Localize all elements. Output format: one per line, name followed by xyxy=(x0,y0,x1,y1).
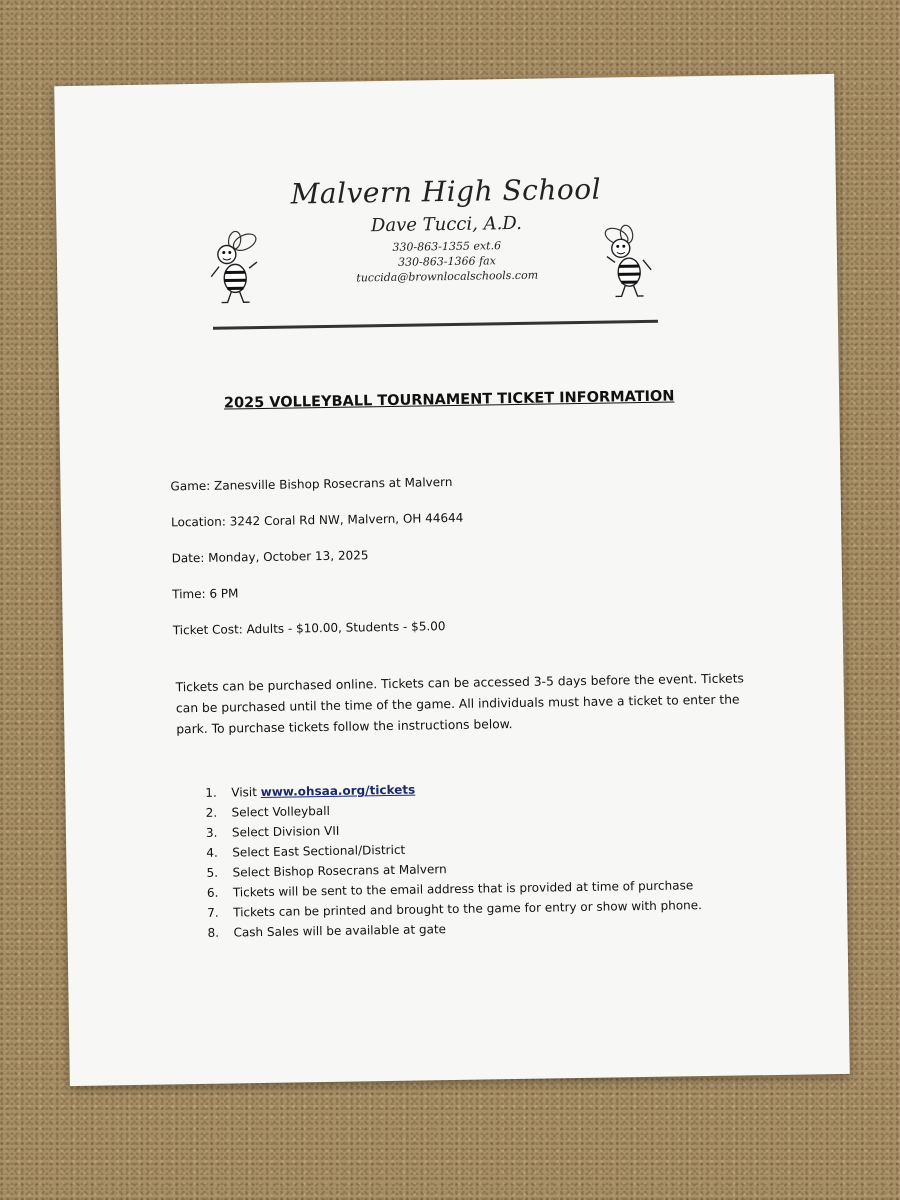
step-number: 6. xyxy=(206,885,219,900)
step-text: Select Division VII xyxy=(231,823,340,840)
letterhead xyxy=(56,169,838,290)
paragraph-line: can be purchased until the time of the game. All individuals must have a ticket to enter the xyxy=(175,692,740,716)
flyer-paper xyxy=(54,74,850,1086)
time-line: Time: 6 PM xyxy=(172,586,239,602)
game-line: Game: Zanesville Bishop Rosecrans at Malvern xyxy=(170,474,453,494)
purchase-paragraph xyxy=(175,668,766,740)
step-text: Cash Sales will be available at gate xyxy=(233,922,447,940)
date-line: Date: Monday, October 13, 2025 xyxy=(171,548,369,566)
step-text: Tickets will be sent to the email address that is provided at time of purchase xyxy=(232,878,694,900)
instruction-list xyxy=(205,778,702,946)
step-text: Select East Sectional/District xyxy=(232,842,406,860)
page-title: 2025 VOLLEYBALL TOURNAMENT TICKET INFORMATION xyxy=(223,388,675,412)
step-text: Tickets can be printed and brought to the game for entry or show with phone. xyxy=(233,898,703,920)
fax-number: 330-863-1366 fax xyxy=(398,254,496,269)
step-text: Select Volleyball xyxy=(231,803,330,820)
location-line: Location: 3242 Coral Rd NW, Malvern, OH 44644 xyxy=(170,510,464,530)
athletic-director: Dave Tucci, A.D. xyxy=(370,212,523,237)
school-name: Malvern High School xyxy=(290,172,602,211)
paragraph-line: Tickets can be purchased online. Tickets can be accessed 3-5 days before the event. Tickets xyxy=(175,671,744,695)
paragraph-line: park. To purchase tickets follow the instructions below. xyxy=(176,717,513,737)
step-text: Select Bishop Rosecrans at Malvern xyxy=(232,862,447,880)
ohsaa-tickets-link[interactable]: www.ohsaa.org/tickets xyxy=(260,782,416,800)
step-number: 1. xyxy=(205,785,217,800)
step-number: 7. xyxy=(207,905,219,920)
step-number: 8. xyxy=(207,925,220,940)
event-info xyxy=(170,475,465,660)
phone-number: 330-863-1355 ext.6 xyxy=(392,239,502,254)
step-number: 3. xyxy=(205,825,218,840)
email-address: tuccida@brownlocalschools.com xyxy=(356,268,539,285)
ticket-cost-line: Ticket Cost: Adults - $10.00, Students - $5.00 xyxy=(172,619,446,638)
step-text: Visit xyxy=(231,785,261,800)
step-number: 2. xyxy=(205,805,218,820)
letterhead-divider xyxy=(213,320,658,330)
step-number: 5. xyxy=(206,865,219,880)
step-number: 4. xyxy=(206,845,218,860)
